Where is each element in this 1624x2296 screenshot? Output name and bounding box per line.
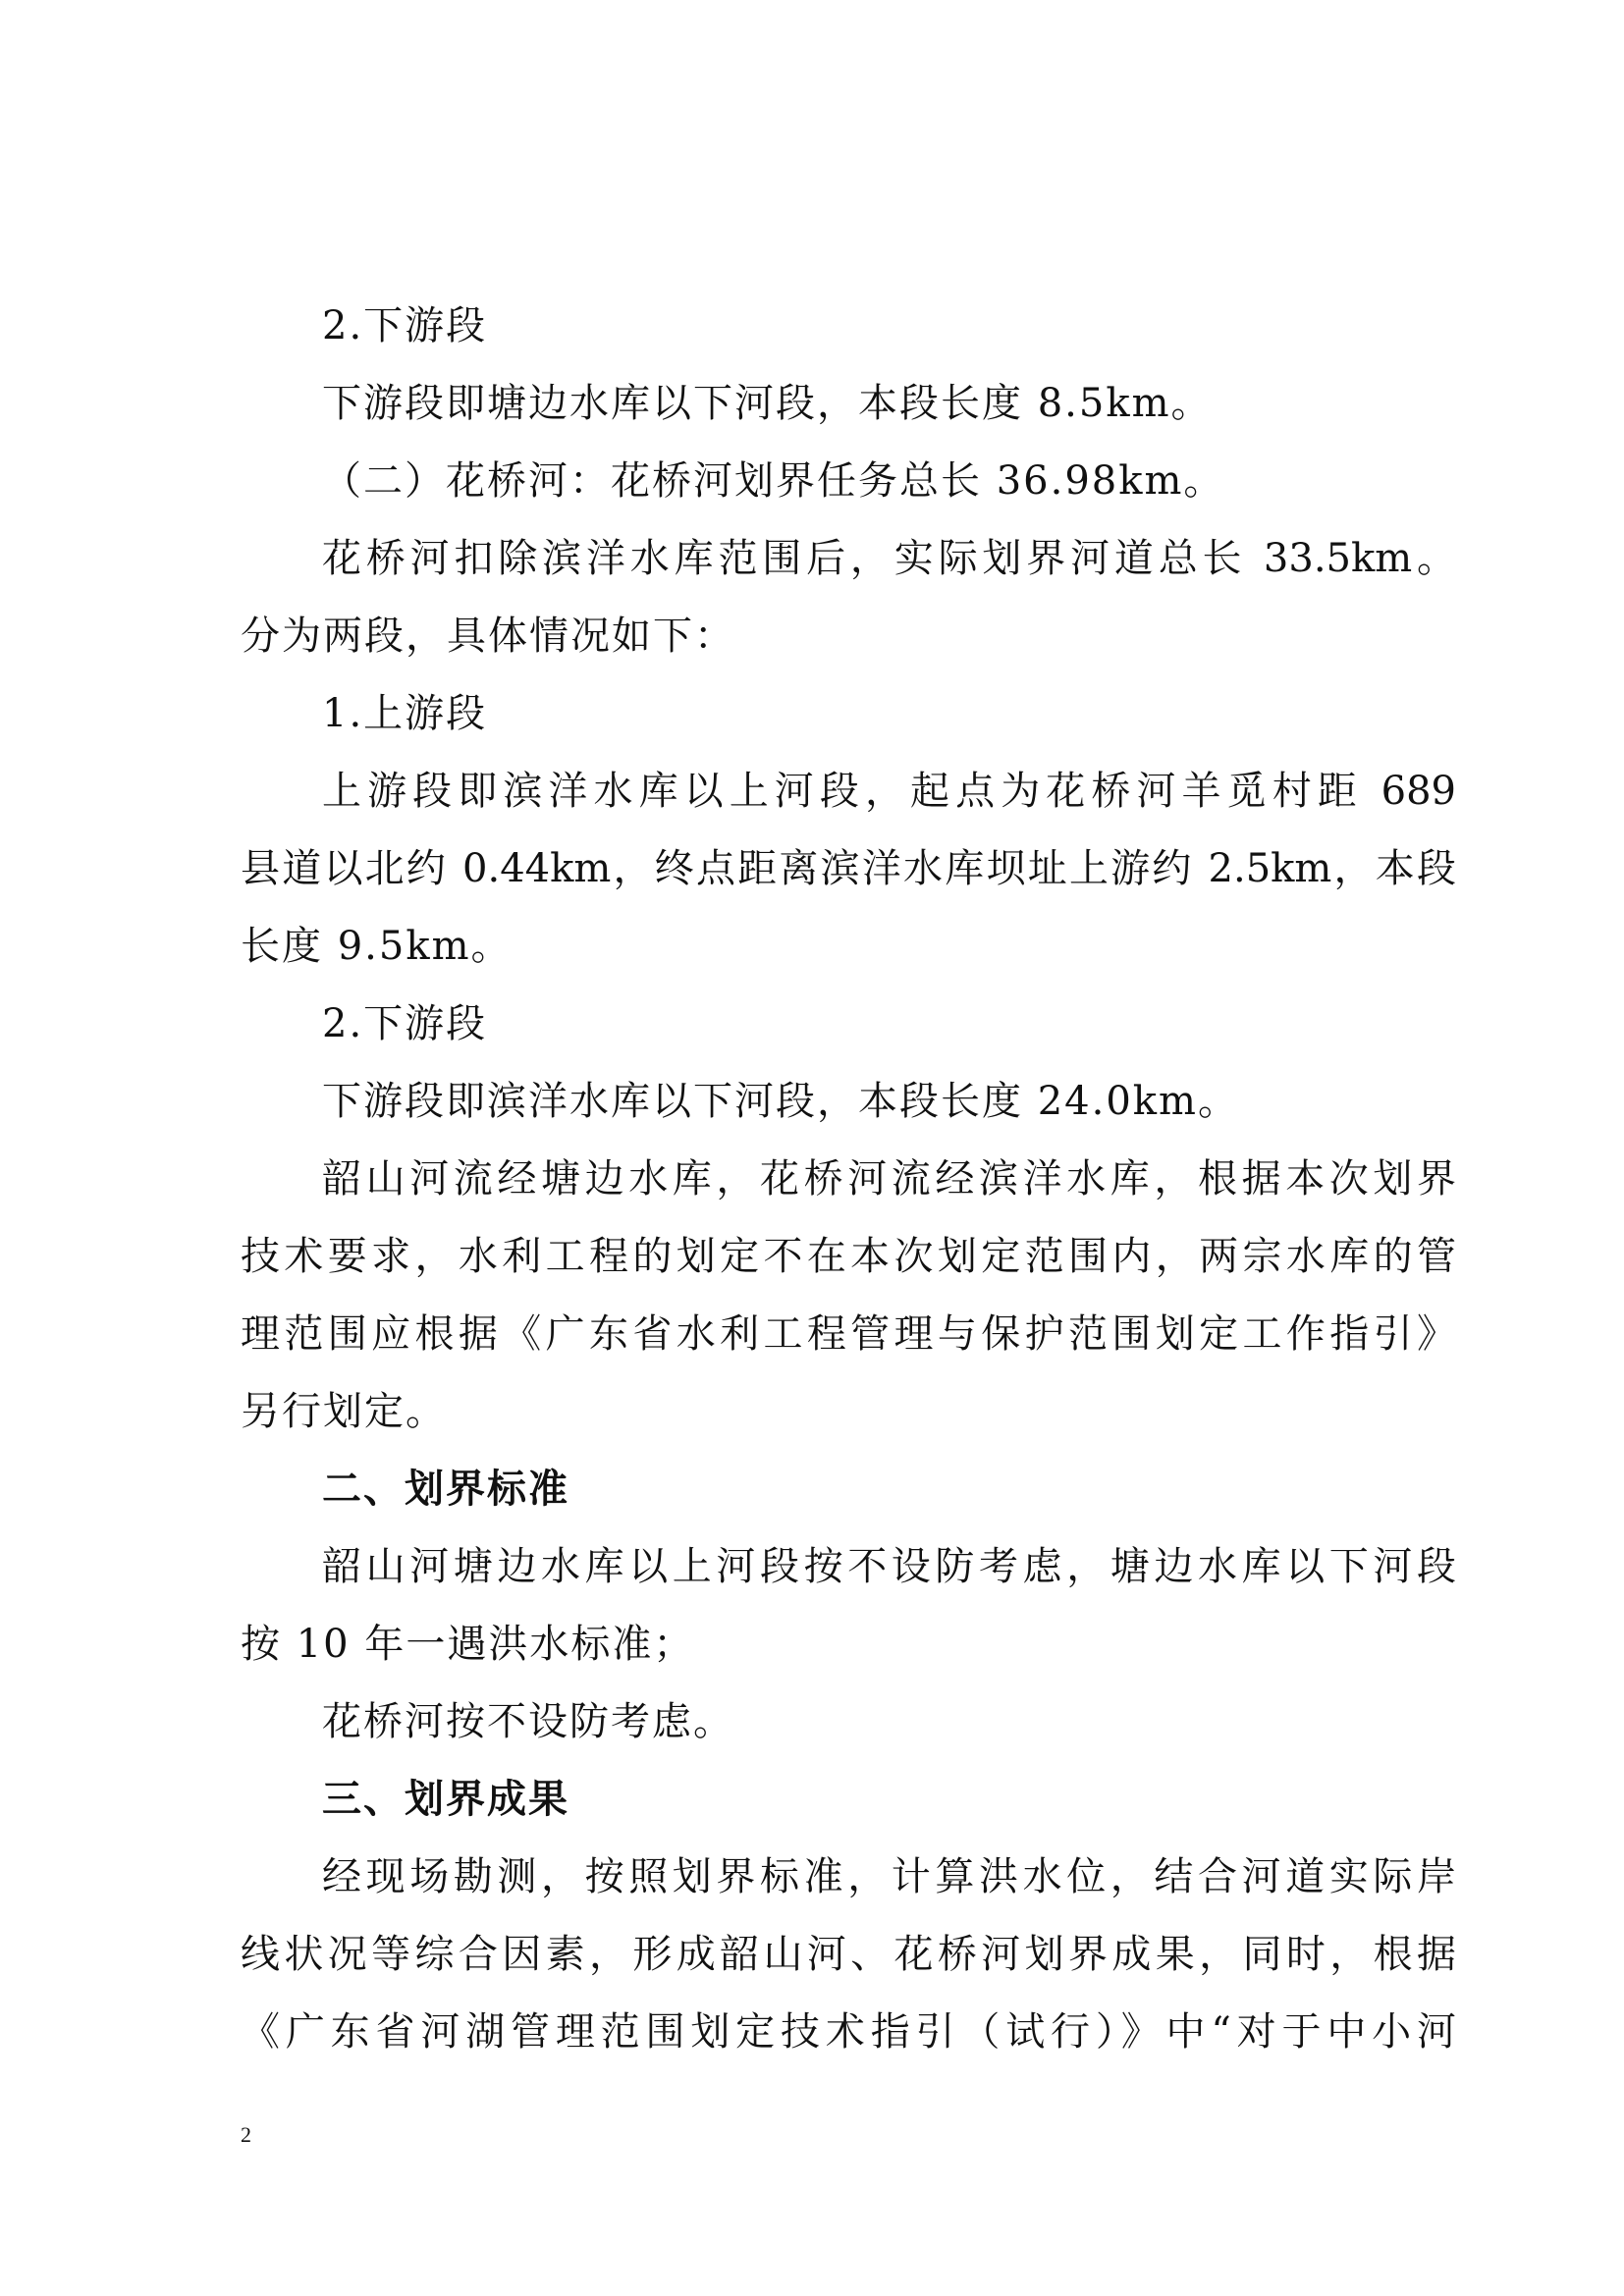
- section-heading-standard: 二、划界标准: [322, 1467, 569, 1512]
- paragraph-line: 理范围应根据《广东省水利工程管理与保护范围划定工作指引》: [241, 1311, 1456, 1357]
- paragraph-line: 《广东省河湖管理范围划定技术指引（试行）》中“对于中小河: [241, 2009, 1456, 2055]
- paragraph-line: 经现场勘测，按照划界标准，计算洪水位，结合河道实际岸: [322, 1854, 1456, 1899]
- sub-heading-upstream: 1.上游段: [322, 691, 488, 736]
- section-heading-huaqiao-river: （二）花桥河：花桥河划界任务总长 36.98km。: [322, 458, 1225, 504]
- paragraph-line: 分为两段，具体情况如下：: [241, 614, 735, 659]
- section-heading-results: 三、划界成果: [322, 1777, 569, 1822]
- sub-heading-downstream-1: 2.下游段: [322, 303, 488, 348]
- paragraph-line: 下游段即滨洋水库以下河段，本段长度 24.0km。: [322, 1079, 1239, 1124]
- sub-heading-downstream-2: 2.下游段: [322, 1001, 488, 1046]
- paragraph-line: 县道以北约 0.44km，终点距离滨洋水库坝址上游约 2.5km，本段: [241, 846, 1456, 891]
- paragraph-line: 线状况等综合因素，形成韶山河、花桥河划界成果，同时，根据: [241, 1932, 1456, 1977]
- paragraph-line: 韶山河流经塘边水库，花桥河流经滨洋水库，根据本次划界: [322, 1156, 1456, 1201]
- page-number: 2: [241, 2122, 251, 2147]
- paragraph-line: 上游段即滨洋水库以上河段，起点为花桥河羊觅村距 689: [322, 769, 1456, 814]
- paragraph-line: 技术要求，水利工程的划定不在本次划定范围内，两宗水库的管: [241, 1234, 1456, 1279]
- paragraph-line: 花桥河按不设防考虑。: [322, 1699, 734, 1744]
- paragraph-line: 另行划定。: [241, 1389, 447, 1434]
- paragraph-line: 花桥河扣除滨洋水库范围后，实际划界河道总长 33.5km。: [322, 536, 1456, 581]
- paragraph-line: 下游段即塘边水库以下河段，本段长度 8.5km。: [322, 381, 1213, 426]
- paragraph-line: 韶山河塘边水库以上河段按不设防考虑，塘边水库以下河段: [322, 1544, 1456, 1589]
- paragraph-line: 按 10 年一遇洪水标准；: [241, 1622, 695, 1667]
- paragraph-line: 长度 9.5km。: [241, 924, 513, 969]
